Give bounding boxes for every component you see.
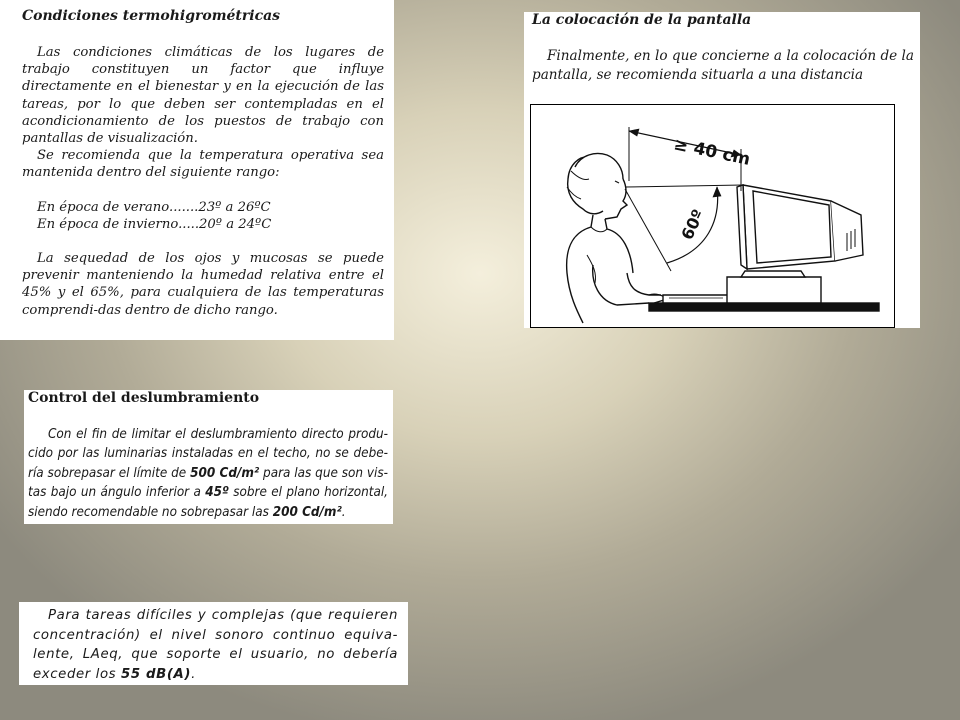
thermo-paragraph-1: Las condiciones climáticas de los lugares de trabajo constituyen un factor que influye directamente en el bienestar y en la ejecución de las tareas, por lo que deben ser contempladas en el acondicionamiento de los puestos de trabajo con pantallas de visualización. — [22, 45, 384, 147]
glare-angle: 45º — [205, 485, 229, 501]
glare-text-d: . — [341, 504, 346, 520]
angle-label: 60º — [677, 206, 708, 243]
thermo-paragraph-3: La sequedad de los ojos y mucosas se puede prevenir manteniendo la humedad relativa entre el 45% y el 65%, para cualquiera de las temperaturas comprendi-das dentro de dicho rango. — [22, 251, 384, 318]
screen-paragraph: Finalmente, en lo que concierne a la colocación de la pantalla, se recomienda situarla a una distancia — [532, 48, 914, 83]
glare-title: Control del deslumbramiento — [28, 390, 260, 406]
distance-label: ≥ 40 cm — [671, 134, 752, 171]
thermo-panel — [0, 0, 394, 340]
temperature-rows — [22, 199, 384, 233]
screen-panel — [524, 12, 920, 328]
winter-temperature: En época de invierno.....20º a 24ºC — [37, 216, 272, 232]
screen-title: La colocación de la pantalla — [532, 12, 752, 28]
glare-limit-200: 200 Cd/m² — [272, 504, 342, 520]
glare-text-a: Con el fin de limitar el deslumbramiento directo produ-cido por las luminarias instaladas en el techo, no se debe-ría sobrepasar el límite de — [28, 427, 388, 481]
noise-limit-value: 55 dB(A) — [121, 666, 192, 682]
noise-text-b: . — [191, 666, 196, 682]
glare-paragraph — [28, 425, 388, 522]
noise-panel — [19, 602, 408, 685]
glare-limit-500: 500 Cd/m² — [190, 465, 260, 481]
noise-text-a: Para tareas difíciles y complejas (que requieren concentración) el nivel sonoro continuo equiva-lente, LAeq, que soporte el usuario, no debería exceder los — [33, 608, 398, 682]
ergonomics-drawing — [531, 105, 894, 327]
screen-distance-illustration — [530, 104, 895, 328]
glare-panel — [24, 390, 393, 524]
glare-text-b: para las que son vis-tas bajo un ángulo inferior a — [28, 465, 388, 501]
thermo-paragraph-2: Se recomienda que la temperatura operativa sea mantenida dentro del siguiente rango: — [22, 148, 384, 181]
noise-paragraph — [33, 606, 398, 684]
glare-text-c: sobre el plano horizontal, siendo recomendable no sobrepasar las — [28, 485, 389, 520]
summer-temperature: En época de verano.......23º a 26ºC — [37, 199, 271, 215]
thermo-title: Condiciones termohigrométricas — [22, 8, 281, 24]
